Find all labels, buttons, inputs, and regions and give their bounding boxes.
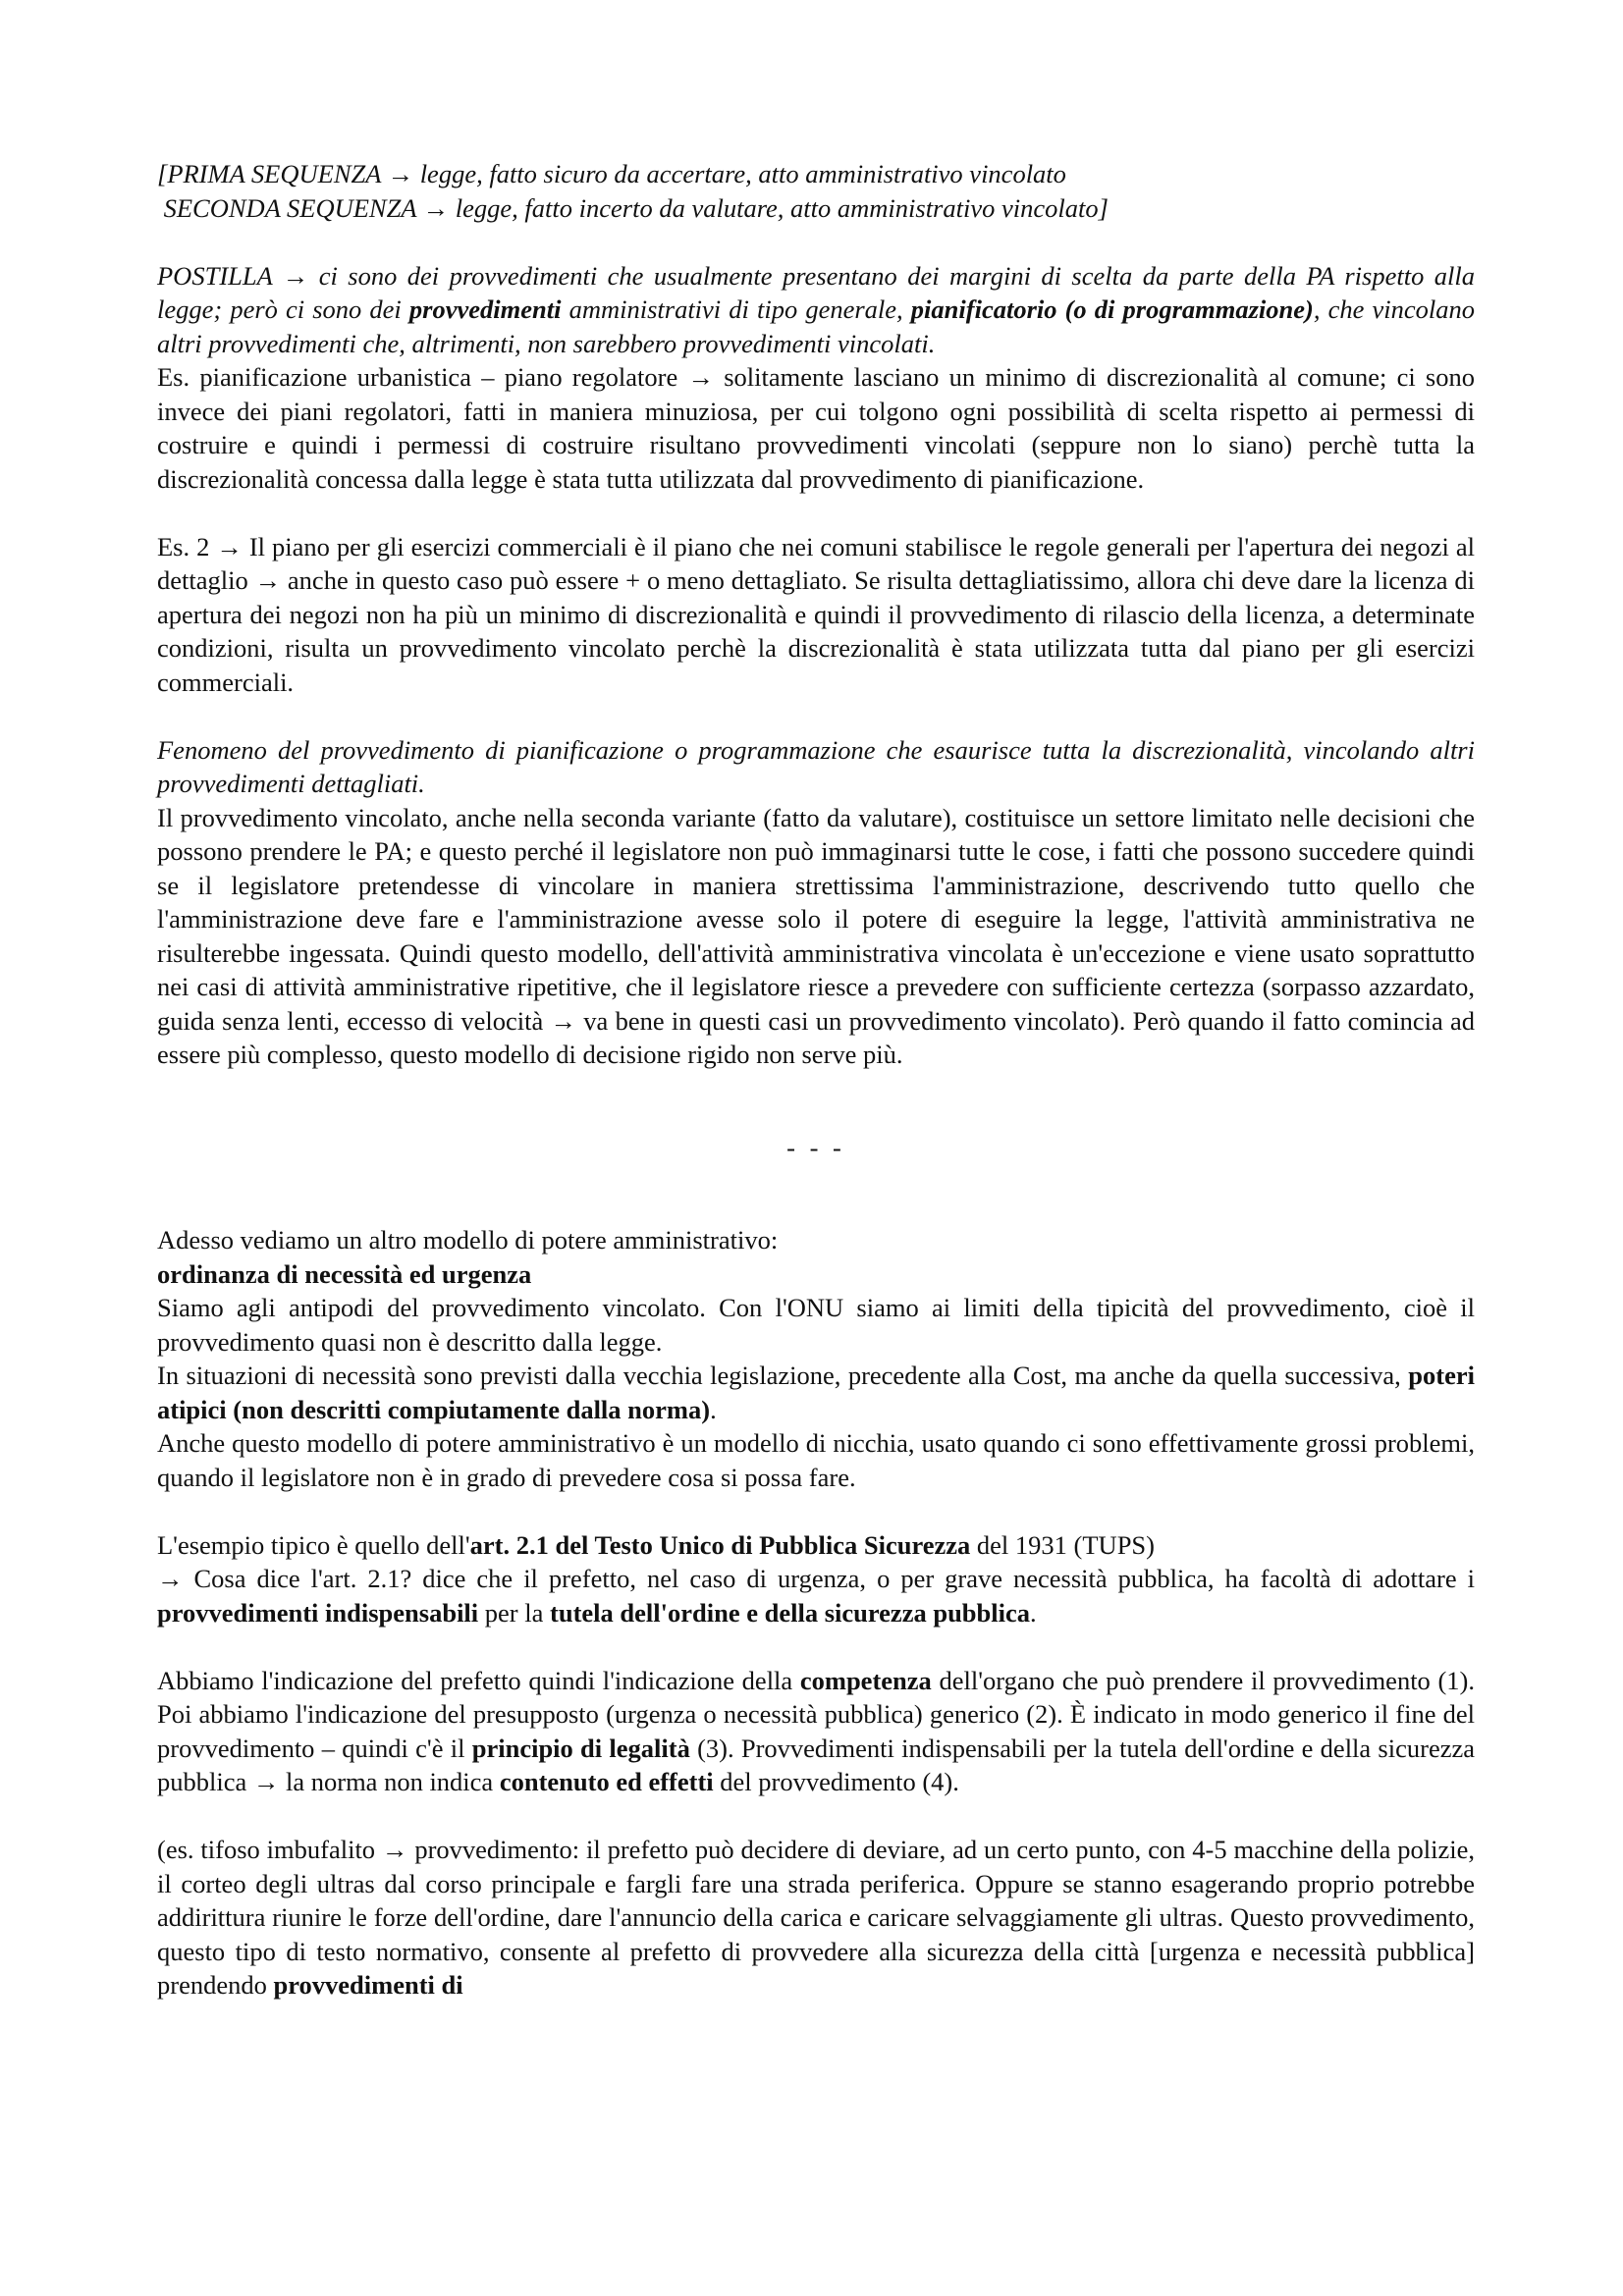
fenomeno-paragraph: Fenomeno del provvedimento di pianificazione o programmazione che esaurisce tutta la discrezionalità, vincolando altri provvedimenti dettagliati. bbox=[157, 734, 1475, 798]
bold-term: provvedimenti indispensabili bbox=[157, 1597, 479, 1628]
bold-term: principio di legalità bbox=[471, 1733, 690, 1763]
bold-term: tutela dell'ordine e della sicurezza pubblica bbox=[550, 1597, 1031, 1628]
prefetto-paragraph: Abbiamo l'indicazione del prefetto quindi l'indicazione della competenza dell'organo che può prendere il provvedimento (1). Poi abbiamo l'indicazione del presupposto (urgenza o necessità pubblica) generico (2). È indicato in modo generico il fine del provvedimento – quindi c'è il principio di legalità (3). Provvedimenti indispensabili per la tutela dell'ordine e della sicurezza pubblica → la norma non indica contenuto ed effetti del provvedimento (4). bbox=[157, 1665, 1475, 1796]
bold-term: contenuto ed effetti bbox=[499, 1767, 714, 1796]
example-2-paragraph: Es. 2 → Il piano per gli esercizi commerciali è il piano che nei comuni stabilisce le regole generali per l'apertura dei negozi al dettaglio → anche in questo caso può essere + o meno dettagliato. Se risulta dettagliatissimo, allora chi deve dare la licenza di apertura dei negozi non ha più un minimo di discrezionalità e quindi il provvedimento di rilascio della licenza, a determinate condizioni, risulta un provvedimento vincolato perchè la discrezionalità è stata utilizzata tutta dal piano per gli esercizi commerciali. bbox=[157, 531, 1475, 697]
vincolato-paragraph: Il provvedimento vincolato, anche nella seconda variante (fatto da valutare), costituisce un settore limitato nelle decisioni che possono prendere le PA; e questo perché il legislatore non può immaginarsi tutte le cose, i fatti che possono succedere quindi se il legislatore pretendesse di vincolare in maniera strettissima l'amministrazione, descrivendo tutto quello che l'amministrazione deve fare e l'amministrazione avesse solo il potere di eseguire la legge, l'attività amministrativa ne risulterebbe ingessata. Quindi questo modello, dell'attività amministrativa vincolata è un'eccezione e viene usato soprattutto nei casi di attività amministrative ripetitive, che il legislatore riesce a prevedere con sufficiente certezza (sorpasso azzardato, guida senza lenti, eccesso di velocità → va bene in questi casi un provvedimento vincolato). Però quando il fatto comincia ad essere più complesso, questo modello di decisione rigido non serve più. bbox=[157, 802, 1475, 1069]
document-page bbox=[157, 157, 1475, 2002]
section-heading: ordinanza di necessità ed urgenza bbox=[157, 1258, 532, 1289]
example-1-paragraph: Es. pianificazione urbanistica – piano regolatore → solitamente lasciano un minimo di discrezionalità al comune; ci sono invece dei piani regolatori, fatti in maniera minuziosa, per cui tolgono ogni possibilità di scelta rispetto ai permessi di costruire e quindi i permessi di costruire risultano provvedimenti vincolati (seppure non lo siano) perchè tutta la discrezionalità concessa dalla legge è stata tutta utilizzata dal provvedimento di pianificazione. bbox=[157, 362, 1475, 494]
tifoso-paragraph: (es. tifoso imbufalito → provvedimento: il prefetto può decidere di deviare, ad un certo punto, con 4-5 macchine della polizie, il corteo degli ultras dal corso principale e fargli fare una strada periferica. Oppure se stanno esagerando proprio potrebbe addirittura riunire le forze dell'ordine, dare l'annuncio della carica e caricare selvaggiamente gli ultras. Questo provvedimento, questo tipo di testo normativo, consente al prefetto di provvedere alla sicurezza della città [urgenza e necessità pubblica] prendendo provvedimenti di bbox=[157, 1835, 1475, 2000]
sequence-line-2: SECONDA SEQUENZA → legge, fatto incerto da valutare, atto amministrativo vincolato] bbox=[163, 192, 1109, 223]
tups-paragraph: → Cosa dice l'art. 2.1? dice che il prefetto, nel caso di urgenza, o per grave necessità pubblica, ha facoltà di adottare i provvedimenti indispensabili per la tutela dell'ordine e della sicurezza pubblica. bbox=[157, 1564, 1475, 1628]
modello-paragraph-3: Anche questo modello di potere amministrativo è un modello di nicchia, usato quando ci sono effettivamente grossi problemi, quando il legislatore non è in grado di prevedere cosa si possa fare. bbox=[157, 1428, 1475, 1492]
tups-line: L'esempio tipico è quello dell'art. 2.1 del Testo Unico di Pubblica Sicurezza del 1931 (TUPS) bbox=[157, 1529, 1155, 1560]
sequence-line-1: [PRIMA SEQUENZA → legge, fatto sicuro da accertare, atto amministrativo vincolato bbox=[157, 159, 1066, 188]
modello-paragraph-2: In situazioni di necessità sono previsti dalla vecchia legislazione, precedente alla Cost, ma anche da quella successiva, poteri atipici (non descritti compiutamente dalla norma). bbox=[157, 1361, 1475, 1424]
section-separator: - - - bbox=[786, 1132, 845, 1162]
modello-intro: Adesso vediamo un altro modello di potere amministrativo: bbox=[157, 1225, 779, 1255]
sequence-note bbox=[157, 157, 1475, 225]
bold-term: art. 2.1 del Testo Unico di Pubblica Sicurezza bbox=[469, 1529, 971, 1560]
bold-term: competenza bbox=[799, 1665, 932, 1695]
bold-term: pianificatorio (o di programmazione) bbox=[910, 294, 1314, 324]
bold-term: provvedimenti di bbox=[273, 1970, 463, 2000]
postilla-paragraph: POSTILLA → ci sono dei provvedimenti che usualmente presentano dei margini di scelta da parte della PA rispetto alla legge; però ci sono dei provvedimenti amministrativi di tipo generale, pianificatorio (o di programmazione), che vincolano altri provvedimenti che, altrimenti, non sarebbero provvedimenti vincolati. bbox=[157, 260, 1475, 358]
modello-paragraph-1: Siamo agli antipodi del provvedimento vincolato. Con l'ONU siamo ai limiti della tipicità del provvedimento, cioè il provvedimento quasi non è descritto dalla legge. bbox=[157, 1293, 1475, 1357]
bold-term: poteri atipici (non descritti compiutamente dalla norma) bbox=[157, 1361, 1475, 1424]
bold-term: provvedimenti bbox=[408, 294, 562, 324]
